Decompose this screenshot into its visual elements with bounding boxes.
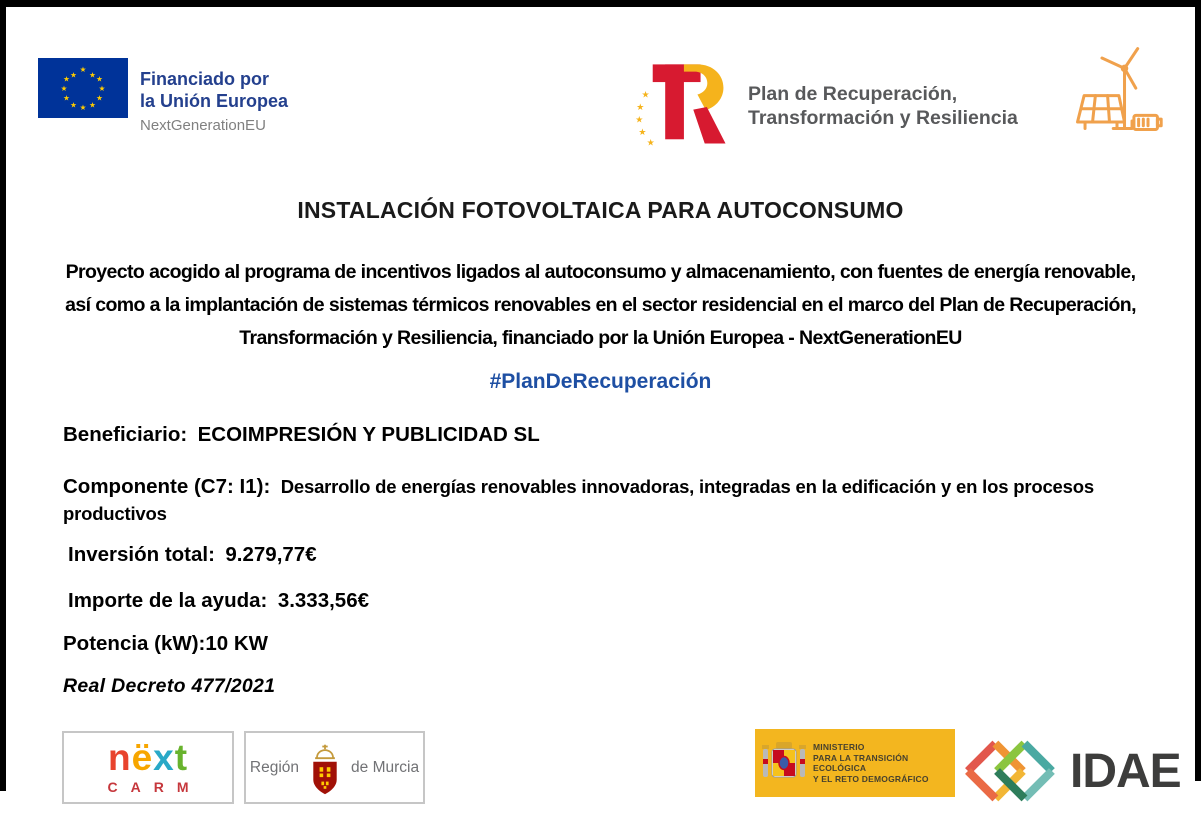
svg-text:★: ★ (79, 65, 87, 74)
project-body: acogido al programa de incentivos ligados al autoconsumo y almacenamiento, con fuentes de energía renovable, así como a la implantación de sistemas térmicos renovables en el sector residencial en el marco del Plan de Recuperación, Transformación y Resiliencia, financiado por la Unión Europea - NextGenerationEU (65, 261, 1136, 349)
project-intro: Proyecto (65, 261, 145, 283)
project-description (58, 256, 1143, 355)
svg-text:★: ★ (79, 103, 87, 112)
next-letter-n: n (107, 736, 132, 778)
prtr-title (748, 82, 1018, 130)
ministry-name (813, 742, 949, 784)
next-letter-x: x (153, 736, 175, 778)
svg-text:★: ★ (635, 114, 644, 125)
componente-label: Componente (C7: I1): (63, 475, 271, 498)
potencia-label: Potencia (kW): (63, 632, 206, 655)
svg-text:★: ★ (98, 84, 106, 93)
prtr-title-line2: Transformación y Resiliencia (748, 107, 1018, 129)
inversion-total-line (68, 543, 317, 567)
next-letter-e: ë (131, 736, 154, 778)
idae-diamonds-icon (958, 733, 1066, 809)
svg-text:★: ★ (63, 74, 70, 84)
idae-wordmark: IDAE (1070, 744, 1181, 798)
importe-value: 3.333,56€ (277, 589, 370, 612)
ministry-line2: PARA LA TRANSICIÓN ECOLÓGICA (813, 752, 909, 773)
next-letter-t: t (174, 736, 189, 778)
svg-text:★: ★ (63, 93, 70, 103)
svg-text:★: ★ (60, 84, 68, 93)
beneficiario-label: Beneficiario: (63, 423, 188, 446)
spain-coat-of-arms-icon (761, 736, 807, 790)
svg-text:★: ★ (70, 70, 77, 80)
importe-label: Importe de la ayuda: (68, 589, 268, 612)
ministry-line1: MINISTERIO (813, 742, 865, 752)
real-decreto-line: Real Decreto 477/2021 (63, 675, 276, 697)
wind-solar-battery-icon (1070, 42, 1164, 138)
potencia-line (63, 632, 268, 656)
svg-text:★: ★ (96, 93, 103, 103)
idae-logo (958, 733, 1181, 809)
murcia-label-right: de Murcia (351, 758, 420, 776)
eu-funded-line2: la Unión Europea (140, 91, 289, 111)
svg-text:★: ★ (89, 70, 96, 80)
eu-funding-text (140, 58, 288, 134)
beneficiario-line (63, 423, 540, 447)
svg-text:★: ★ (646, 137, 655, 148)
page-title: INSTALACIÓN FOTOVOLTAICA PARA AUTOCONSUMO (297, 197, 904, 223)
svg-text:★: ★ (96, 74, 103, 84)
svg-text:★: ★ (636, 102, 645, 113)
inversion-label: Inversión total: (68, 543, 215, 566)
eu-funding-logo (38, 58, 288, 134)
beneficiario-value: ECOIMPRESIÓN Y PUBLICIDAD SL (197, 423, 540, 446)
frame-border-top (0, 0, 1201, 7)
svg-text:★: ★ (638, 127, 647, 138)
svg-text:★: ★ (641, 89, 650, 100)
svg-text:★: ★ (89, 100, 96, 110)
prtr-title-line1: Plan de Recuperación, (748, 83, 958, 105)
componente-value: Desarrollo de energías renovables innovadoras, integradas en la edificación y en los procesos productivos (63, 476, 1094, 524)
nextgenerationeu-label: NextGenerationEU (140, 117, 266, 134)
frame-border-left (0, 0, 6, 791)
murcia-label-left: Región (249, 758, 300, 776)
region-de-murcia-logo (244, 731, 425, 804)
eu-flag-icon (38, 58, 128, 118)
next-carm-wordmark (107, 736, 189, 778)
potencia-value: 10 KW (205, 632, 269, 655)
prtr-tr-logo-icon (634, 58, 738, 154)
eu-funded-line1: Financiado por (140, 69, 270, 89)
ministerio-transicion-ecologica-logo (755, 729, 955, 797)
hashtag-plan-de-recuperacion: #PlanDeRecuperación (489, 370, 712, 393)
ministry-line3: Y EL RETO DEMOGRÁFICO (813, 773, 929, 784)
murcia-coat-of-arms-icon (307, 739, 343, 799)
next-carm-logo (62, 731, 234, 804)
carm-label: CARM (107, 778, 202, 795)
componente-line (63, 474, 1123, 528)
inversion-value: 9.279,77€ (225, 543, 317, 566)
prtr-logo-block (634, 58, 1018, 154)
importe-ayuda-line (68, 589, 369, 613)
svg-text:★: ★ (70, 100, 77, 110)
